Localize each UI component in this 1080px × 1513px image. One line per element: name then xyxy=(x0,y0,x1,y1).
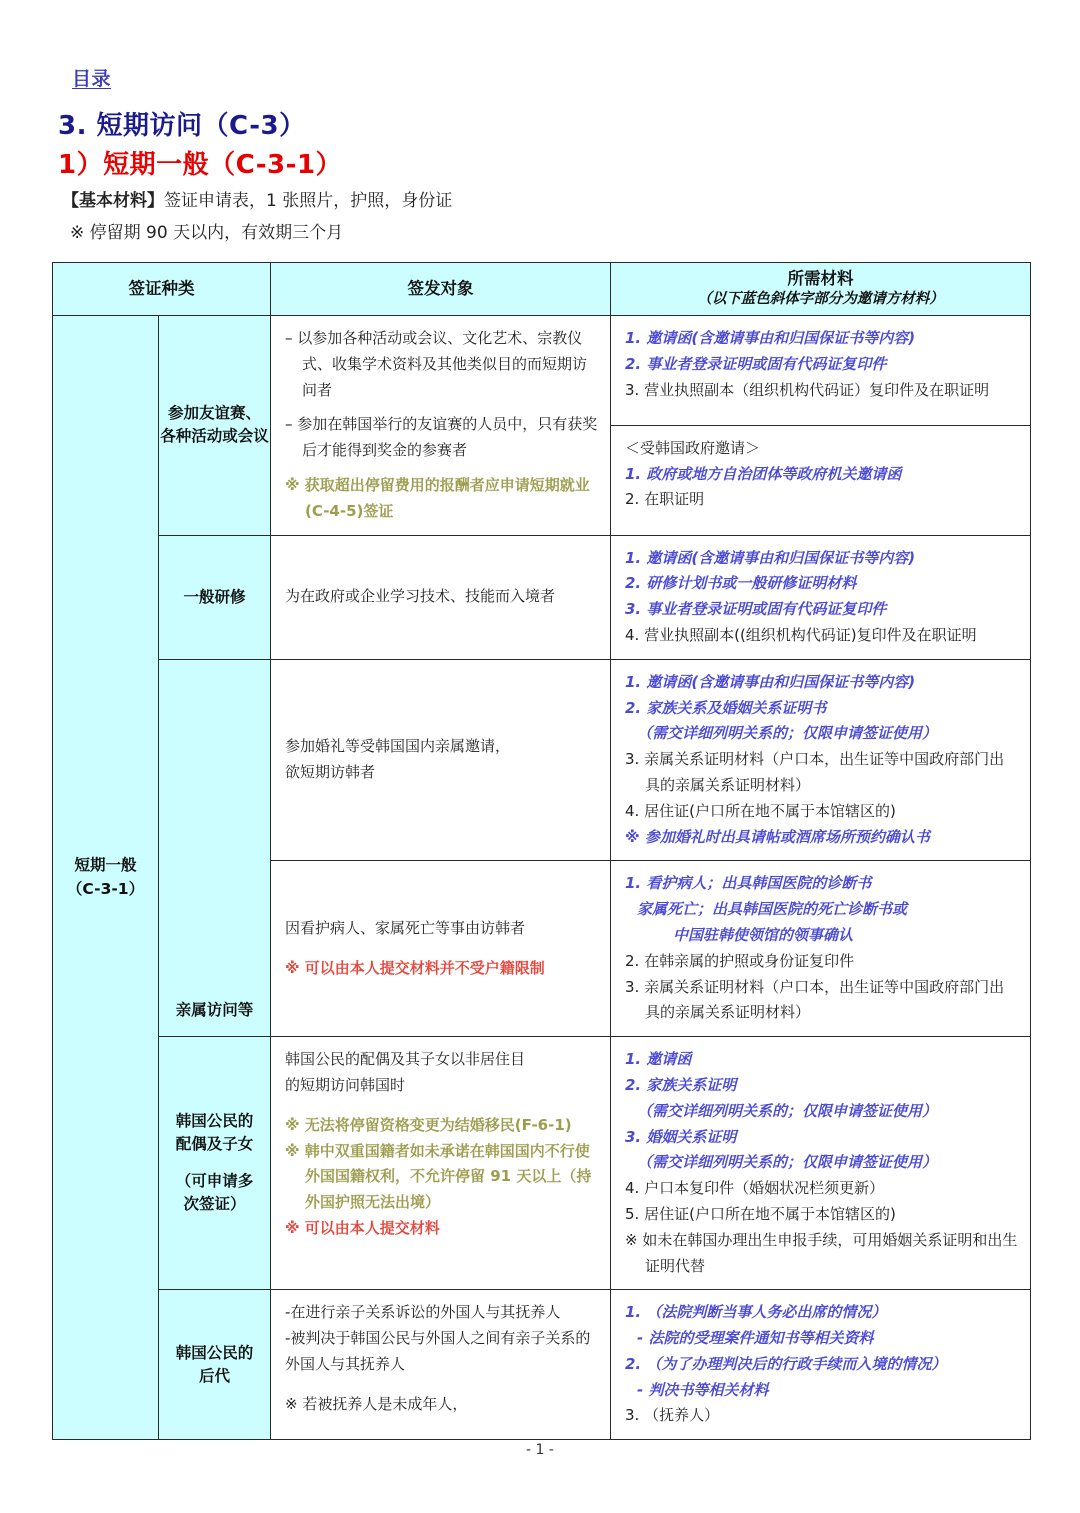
target-line: 因看护病人、家属死亡等事由访韩者 xyxy=(285,918,526,937)
material-subnote: 家属死亡；出具韩国医院的死亡诊断书或 xyxy=(637,900,908,919)
material-number: 2. xyxy=(625,490,640,509)
column-header-visa-type: 签证种类 xyxy=(53,263,271,316)
material-note xyxy=(625,825,1018,851)
target-note-olive: ※ 无法将停留资格变更为结婚移民(F-6-1) xyxy=(285,1115,572,1134)
material-item xyxy=(625,1202,1018,1228)
material-number: 2. xyxy=(625,574,642,593)
target-item-text: 为在政府或企业学习技术、技能而入境者 xyxy=(285,587,556,606)
material-number: 3. xyxy=(625,600,642,619)
material-item xyxy=(625,546,1018,572)
material-subnote: （需交详细列明关系的；仅限申请签证使用） xyxy=(637,1153,938,1172)
material-item xyxy=(625,975,1018,1027)
material-text: 亲属关系证明材料（户口本，出生证等中国政府部门出具的亲属关系证明材料） xyxy=(644,750,1005,794)
subsection-heading: 1）短期一般（C-3-1） xyxy=(58,150,343,180)
target-line: -被判决于韩国公民与外国人之间有亲子关系的外国人与其抚养人 xyxy=(285,1329,591,1373)
target-item: – 以参加各种活动或会议、文化艺术、宗教仪式、收集学术资料及其他类似目的而短期访问者 xyxy=(285,329,588,399)
target-cell-relative-visit xyxy=(271,659,611,861)
material-number: 5. xyxy=(625,1204,640,1223)
material-item xyxy=(625,1352,1018,1378)
target-line: -在进行亲子关系诉讼的外国人与其抚养人 xyxy=(285,1303,561,1322)
reference-mark-icon: ※ xyxy=(625,1230,638,1249)
reference-mark-icon: ※ xyxy=(625,827,640,846)
materials-cell-patient-care xyxy=(611,861,1031,1037)
category-cell-relative-visit xyxy=(159,659,271,1036)
material-item xyxy=(625,487,1018,513)
material-number: 2. xyxy=(625,951,640,970)
target-line: 的短期访问韩国时 xyxy=(285,1075,406,1094)
table-row xyxy=(53,535,1031,659)
material-number: 2. xyxy=(625,354,642,373)
stay-period-line xyxy=(70,218,343,243)
target-cell-spouse-children xyxy=(271,1037,611,1290)
material-item xyxy=(625,1300,1018,1326)
target-note-red: ※ 可以由本人提交材料 xyxy=(285,1218,440,1237)
material-item xyxy=(625,378,1018,404)
material-text: 在职证明 xyxy=(644,490,705,509)
material-number: 1. xyxy=(625,1050,642,1069)
material-text: 如未在韩国办理出生申报手续，可用婚姻关系证明和出生证明代替 xyxy=(642,1230,1018,1275)
materials-cell-relative-visit xyxy=(611,659,1031,861)
material-subnote: （需交详细列明关系的；仅限申请签证使用） xyxy=(637,1101,938,1120)
material-text: （抚养人） xyxy=(644,1406,720,1425)
category-line3: （可申请多 xyxy=(175,1172,254,1191)
material-text: 亲属关系证明材料（户口本，出生证等中国政府部门出具的亲属关系证明材料） xyxy=(644,977,1005,1022)
materials-cell-spouse-children xyxy=(611,1037,1031,1290)
material-number: 1. xyxy=(625,1303,642,1322)
reference-mark-icon: ※ xyxy=(70,223,85,243)
materials-cell-friendship-block2 xyxy=(611,425,1031,535)
page-footer: - 1 - xyxy=(526,1442,554,1458)
target-note: ※ 若被抚养人是未成年人， xyxy=(285,1394,468,1413)
category-line2: 后代 xyxy=(198,1366,230,1385)
material-number: 4. xyxy=(625,1179,640,1198)
material-text: 居住证(户口所在地不属于本馆辖区的) xyxy=(644,1204,896,1223)
material-subitem xyxy=(625,1378,1018,1404)
material-number: 1. xyxy=(625,672,642,691)
category-cell-spouse-children xyxy=(159,1037,271,1290)
material-number: 3. xyxy=(625,380,640,399)
table-header-row xyxy=(53,263,1031,316)
material-item xyxy=(625,949,1018,975)
material-item xyxy=(625,326,1018,352)
material-text: 法院的受理案件通知书等相关资料 xyxy=(648,1329,874,1348)
material-text: 邀请函(含邀请事由和归国保证书等内容) xyxy=(646,548,916,567)
material-number: 3. xyxy=(625,1406,640,1425)
material-text: 家族关系证明 xyxy=(646,1075,737,1094)
target-cell-patient-care xyxy=(271,861,611,1037)
target-cell-friendship-match xyxy=(271,316,611,536)
material-number: 3. xyxy=(625,750,640,769)
material-text: 邀请函 xyxy=(646,1050,692,1069)
material-subnote: 中国驻韩使领馆的领事确认 xyxy=(673,925,854,944)
material-subitem xyxy=(625,1326,1018,1352)
target-item-text: 以参加各种活动或会议、文化艺术、宗教仪式、收集学术资料及其他类似目的而短期访问者 xyxy=(297,329,588,399)
material-item xyxy=(625,871,1018,897)
category-line4: 次签证） xyxy=(183,1195,246,1214)
material-item xyxy=(625,696,1018,722)
table-row xyxy=(53,1290,1031,1440)
category-line2: 配偶及子女 xyxy=(175,1134,254,1153)
material-text: 事业者登录证明或固有代码证复印件 xyxy=(646,354,887,373)
visa-type-line2: （C-3-1） xyxy=(66,879,145,898)
materials-cell-descendant xyxy=(611,1290,1031,1440)
material-item xyxy=(625,1073,1018,1099)
material-item xyxy=(625,670,1018,696)
material-text: 政府或地方自治团体等政府机关邀请函 xyxy=(646,464,902,483)
material-text: 看护病人；出具韩国医院的诊断书 xyxy=(646,874,872,893)
material-text: 邀请函(含邀请事由和归国保证书等内容) xyxy=(646,672,916,691)
stay-period-text: 停留期 90 天以内，有效期三个月 xyxy=(89,223,344,243)
material-text: 户口本复印件（婚姻状况栏须更新） xyxy=(644,1179,885,1198)
category-cell-friendship-match xyxy=(159,316,271,536)
column-header-target: 签发对象 xyxy=(271,263,611,316)
target-line: 欲短期访韩者 xyxy=(285,763,376,782)
section-heading: 3. 短期访问（C-3） xyxy=(58,111,306,141)
material-subnote: （需交详细列明关系的；仅限申请签证使用） xyxy=(637,724,938,743)
material-number: 3. xyxy=(625,1127,642,1146)
visa-requirements-table xyxy=(52,262,1031,1440)
table-row xyxy=(53,1037,1031,1290)
material-text: （为了办理判决后的行政手续而入境的情况） xyxy=(646,1354,947,1373)
material-text: 居住证(户口所在地不属于本馆辖区的) xyxy=(644,801,896,820)
basic-materials-text: 签证申请表，1 张照片，护照，身份证 xyxy=(164,191,453,211)
table-row xyxy=(53,316,1031,426)
target-cell-general-training xyxy=(271,535,611,659)
material-number: 1. xyxy=(625,548,642,567)
material-item xyxy=(625,747,1018,799)
category-line1: 参加友谊赛、 xyxy=(167,404,261,423)
material-number: 2. xyxy=(625,1075,642,1094)
material-number: 1. xyxy=(625,464,642,483)
material-number: 2. xyxy=(625,698,642,717)
material-number: 1. xyxy=(625,874,642,893)
category-cell-descendant xyxy=(159,1290,271,1440)
material-bullet: - xyxy=(637,1380,644,1399)
material-text: 营业执照副本（组织机构代码证）复印件及在职证明 xyxy=(644,380,990,399)
target-line: 参加婚礼等受韩国国内亲属邀请， xyxy=(285,737,511,756)
materials-block-title: ＜受韩国政府邀请＞ xyxy=(625,438,761,457)
material-text: 判决书等相关材料 xyxy=(648,1380,769,1399)
basic-materials-line xyxy=(62,186,452,211)
visa-type-cell xyxy=(53,316,159,1440)
materials-cell-friendship-block1 xyxy=(611,316,1031,426)
material-item xyxy=(625,1403,1018,1429)
category-line1: 韩国公民的 xyxy=(175,1111,254,1130)
material-item xyxy=(625,1047,1018,1073)
target-item-text: 参加在韩国举行的友谊赛的人员中，只有获奖后才能得到奖金的参赛者 xyxy=(297,415,598,460)
target-note-red: ※ 可以由本人提交材料并不受户籍限制 xyxy=(285,958,545,977)
category-line1: 一般研修 xyxy=(183,587,246,606)
material-text: 在韩亲属的护照或身份证复印件 xyxy=(644,951,855,970)
material-text: 研修计划书或一般研修证明材料 xyxy=(646,574,857,593)
target-note-olive: ※ 韩中双重国籍者如未承诺在韩国国内不行使外国国籍权利，不允许停留 91 天以上（持外国护照无法出境） xyxy=(285,1141,592,1212)
material-text: 参加婚礼时出具请帖或酒席场所预约确认书 xyxy=(644,827,930,846)
material-item xyxy=(625,352,1018,378)
category-cell-general-training xyxy=(159,535,271,659)
basic-materials-label: 【基本材料】 xyxy=(62,191,164,211)
table-row xyxy=(53,659,1031,861)
material-text: 家族关系及婚姻关系证明书 xyxy=(646,698,827,717)
material-number: 4. xyxy=(625,625,640,644)
material-item xyxy=(625,571,1018,597)
target-line: 韩国公民的配偶及其子女以非居住目 xyxy=(285,1050,526,1069)
category-line1: 亲属访问等 xyxy=(175,1000,254,1019)
material-number: 1. xyxy=(625,329,642,347)
material-text: 邀请函(含邀请事由和归国保证书等内容) xyxy=(646,329,916,347)
visa-type-line1: 短期一般 xyxy=(74,856,137,875)
materials-cell-general-training xyxy=(611,535,1031,659)
material-text: 营业执照副本((组织机构代码证)复印件及在职证明 xyxy=(644,625,977,644)
column-header-materials-label: 所需材料 xyxy=(787,269,854,289)
material-note xyxy=(625,1228,1018,1280)
column-header-materials xyxy=(611,263,1031,316)
material-bullet: - xyxy=(637,1329,644,1348)
material-number: 2. xyxy=(625,1354,642,1373)
target-item: – 参加在韩国举行的友谊赛的人员中，只有获奖后才能得到奖金的参赛者 xyxy=(285,415,598,460)
material-item xyxy=(625,799,1018,825)
material-item xyxy=(625,1125,1018,1151)
material-text: （法院判断当事人务必出席的情况） xyxy=(646,1303,887,1322)
material-item xyxy=(625,462,1018,488)
category-line2: 各种活动或会议 xyxy=(160,427,269,446)
material-text: 事业者登录证明或固有代码证复印件 xyxy=(646,600,887,619)
target-cell-descendant xyxy=(271,1290,611,1440)
category-line1: 韩国公民的 xyxy=(175,1343,254,1362)
material-number: 3. xyxy=(625,977,640,996)
material-item xyxy=(625,1176,1018,1202)
material-item xyxy=(625,623,1018,649)
column-header-materials-note: （以下蓝色斜体字部分为邀请方材料） xyxy=(697,291,944,308)
target-note-olive: ※ 获取超出停留费用的报酬者应申请短期就业(C-4-5)签证 xyxy=(285,475,590,520)
material-number: 4. xyxy=(625,801,640,820)
material-text: 婚姻关系证明 xyxy=(646,1127,737,1146)
material-item xyxy=(625,597,1018,623)
toc-link[interactable]: 目录 xyxy=(72,68,112,90)
